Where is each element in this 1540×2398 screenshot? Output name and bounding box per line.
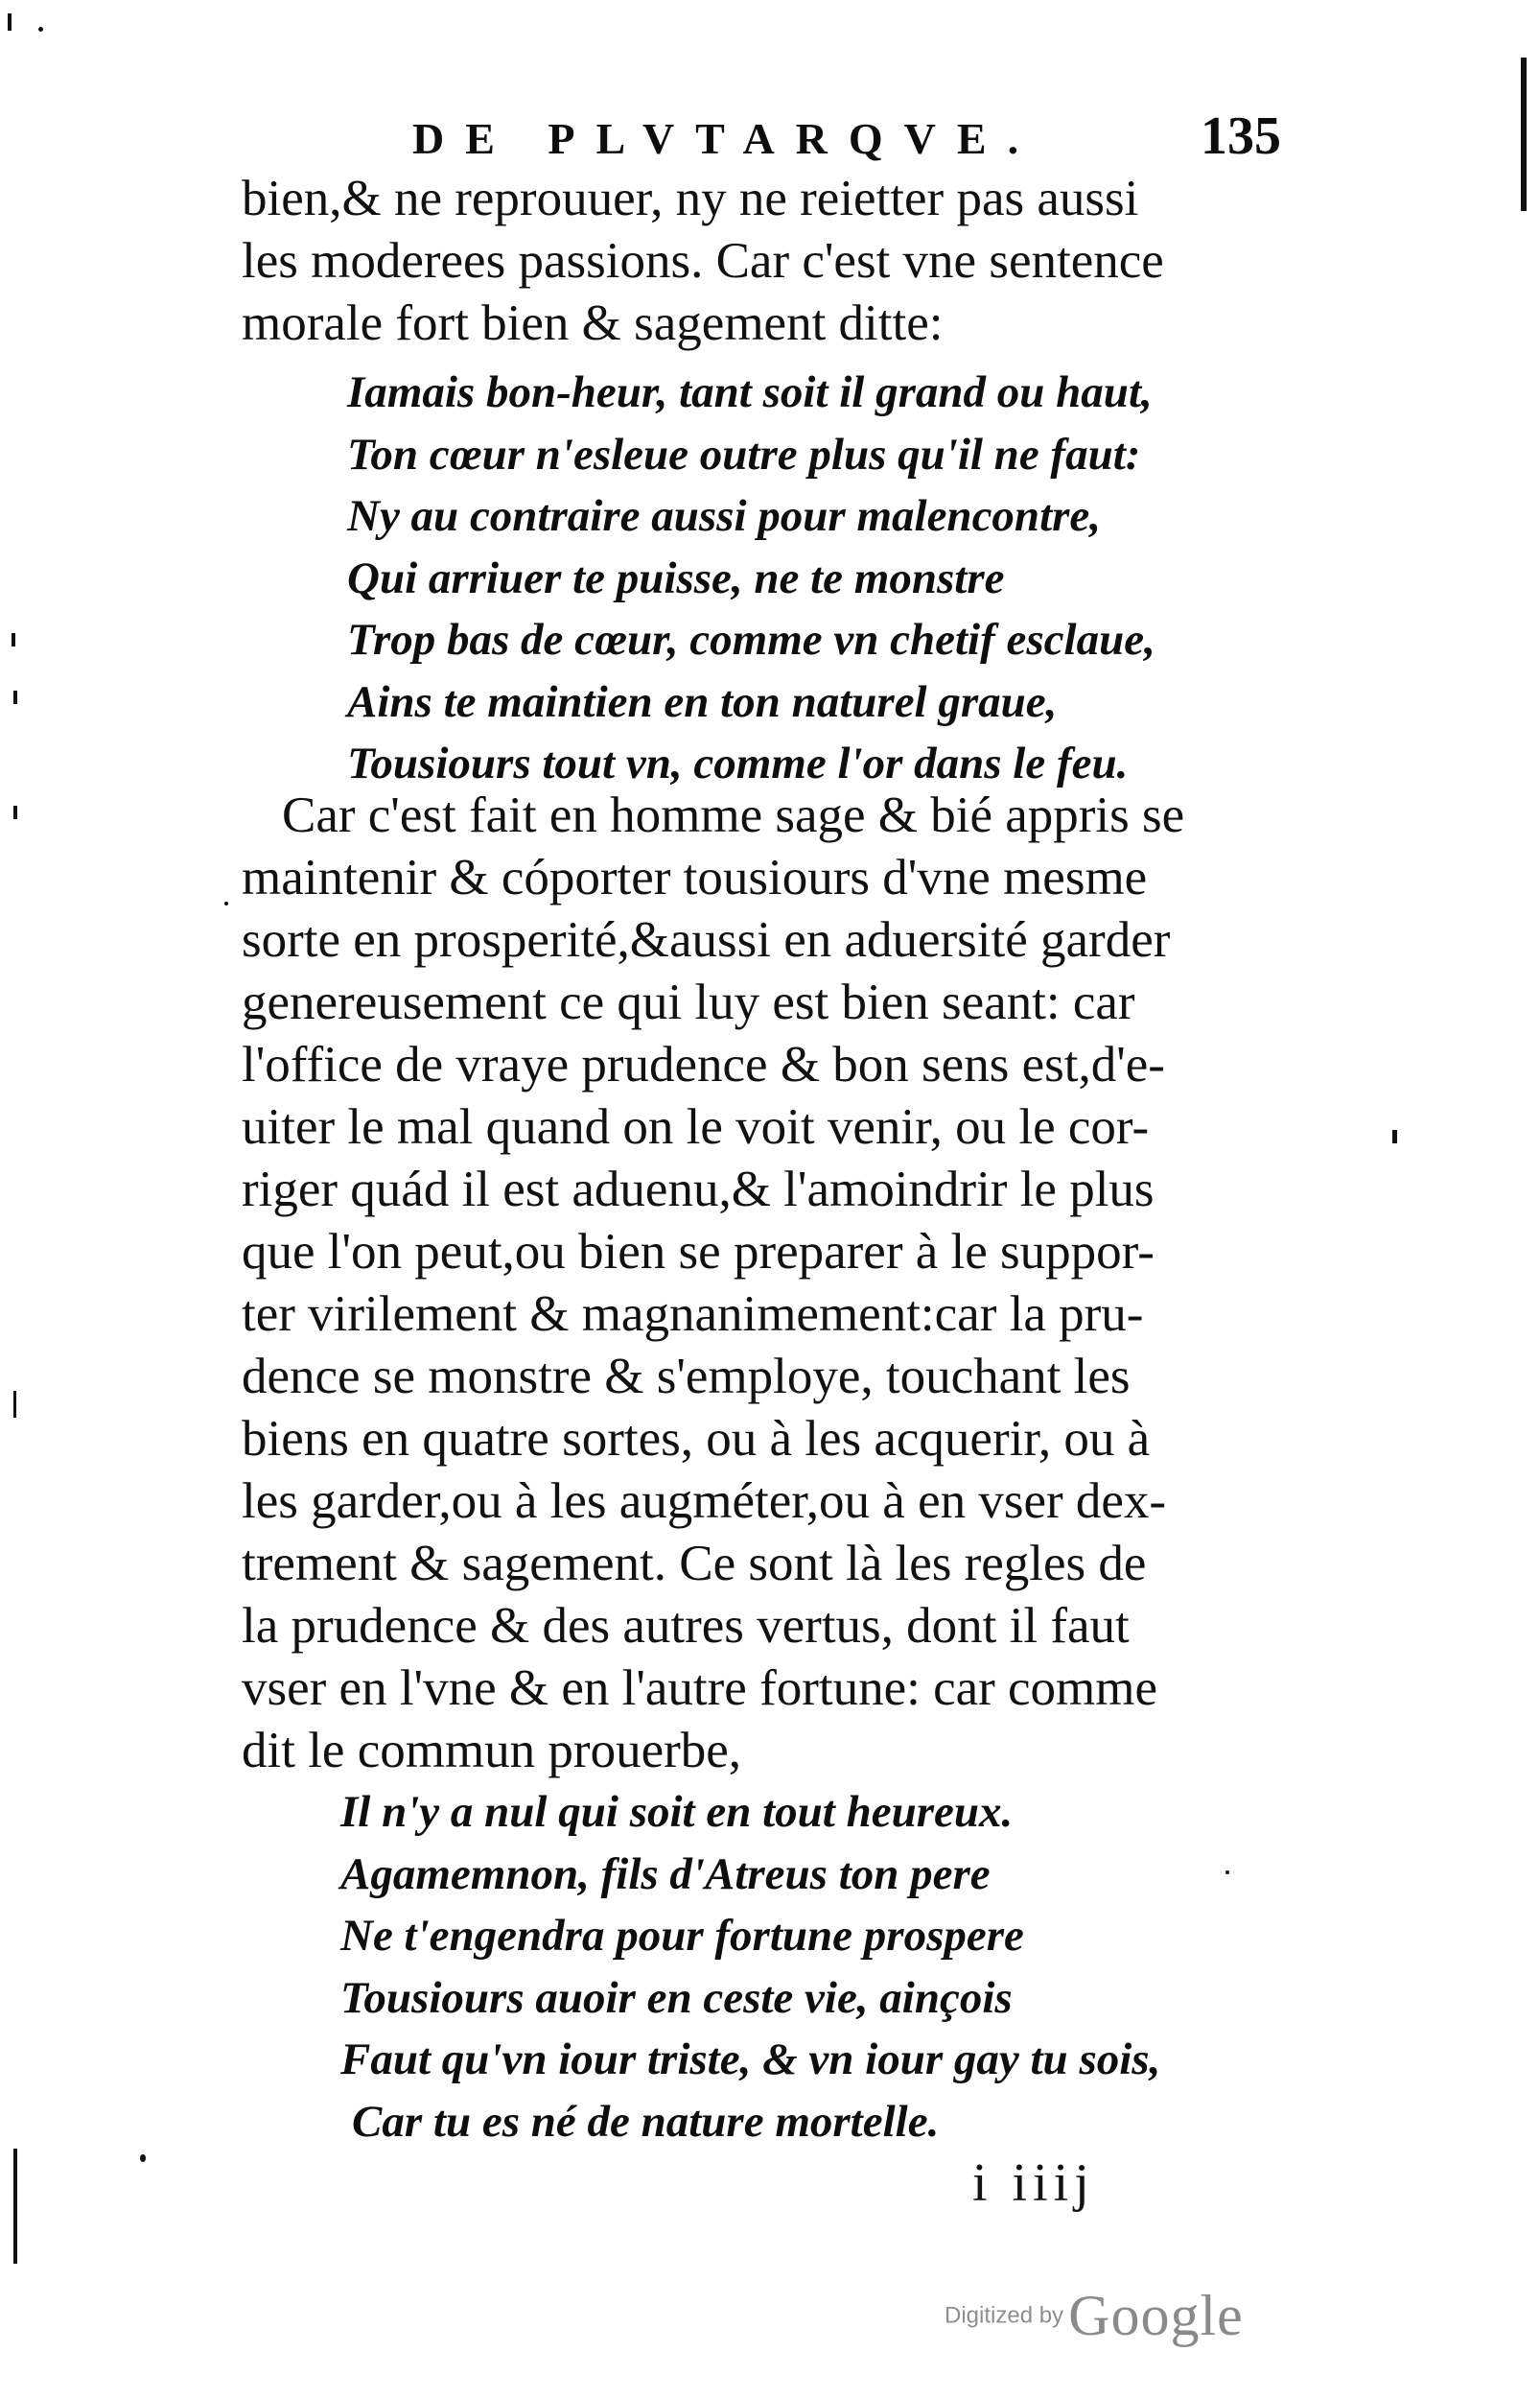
prose-line: les moderees passions. Car c'est vne sentence [242, 233, 1164, 289]
prose-line: bien,& ne reprouuer, ny ne reietter pas aussi [242, 171, 1139, 226]
scan-speck [1392, 1130, 1397, 1143]
prose-line: sorte en prosperité,&aussi en aduersité garder [242, 912, 1171, 968]
prose-line: riger quád il est aduenu,& l'amoindrir le plus [242, 1162, 1155, 1217]
prose-line: maintenir & cóporter tousiours d'vne mesme [242, 850, 1148, 905]
prose-line: genereusement ce qui luy est bien seant: car [242, 975, 1135, 1030]
verse-line: Ton cœur n'esleue outre plus qu'il ne faut: [347, 429, 1141, 480]
watermark-prefix: Digitized by [945, 2302, 1064, 2329]
scan-speck [38, 27, 43, 32]
verse-block-second [340, 1781, 1251, 2152]
prose-line: la prudence & des autres vertus, dont il faut [242, 1598, 1130, 1654]
running-head: DE PLVTARQVE. [412, 114, 1040, 163]
prose-main-paragraph [242, 785, 1268, 1782]
page-number: 135 [1201, 106, 1281, 166]
prose-line: l'office de vraye prudence & bon sens est,d'e- [242, 1037, 1165, 1093]
verse-line: Ne t'engendra pour fortune prospere [340, 1911, 1024, 1961]
prose-line: vser en l'vne & en l'autre fortune: car comme [242, 1660, 1158, 1716]
prose-line: trement & sagement. Ce sont là les regles de [242, 1536, 1147, 1591]
scan-speck [12, 633, 15, 647]
scan-speck [13, 1391, 16, 1418]
verse-line: Tousiours auoir en ceste vie, ainçois [340, 1972, 1013, 2023]
scan-speck [1521, 58, 1527, 211]
scan-speck [13, 2149, 17, 2264]
signature-mark: i iiij [972, 2153, 1095, 2213]
scan-speck [140, 2154, 146, 2162]
scan-speck [13, 691, 17, 704]
scan-speck [13, 806, 17, 819]
prose-line: Car c'est fait en homme sage & bié appris se [282, 788, 1185, 843]
verse-line: Car tu es né de nature mortelle. [352, 2096, 940, 2147]
verse-line: Tousiours tout vn, comme l'or dans le feu. [347, 739, 1129, 788]
verse-line: Faut qu'vn iour triste, & vn iour gay tu sois, [340, 2034, 1161, 2084]
verse-block-first [347, 362, 1258, 795]
prose-line: uiter le mal quand on le voit venir, ou le cor- [242, 1099, 1150, 1155]
verse-line: Trop bas de cœur, comme vn chetif esclaue, [347, 615, 1155, 665]
prose-line: les garder,ou à les augméter,ou à en vser dex- [242, 1473, 1167, 1529]
verse-line: Ny au contraire aussi pour malencontre, [347, 491, 1102, 541]
verse-line: Il n'y a nul qui soit en tout heureux. [340, 1787, 1014, 1837]
verse-line: Ains te maintien en ton naturel graue, [347, 676, 1058, 727]
verse-line: Qui arriuer te puisse, ne te monstre [347, 552, 1005, 603]
prose-line: morale fort bien & sagement ditte: [242, 295, 944, 351]
prose-opening [242, 168, 1268, 355]
watermark-brand: Google [1068, 2284, 1244, 2347]
scan-speck [8, 13, 12, 31]
scan-speck [224, 902, 228, 905]
prose-line: dit le commun prouerbe, [242, 1723, 742, 1778]
digitized-watermark [945, 2283, 1244, 2349]
verse-line: Agamemnon, fils d'Atreus ton pere [340, 1848, 991, 1899]
prose-line: que l'on peut,ou bien se preparer à le suppor- [242, 1224, 1155, 1280]
prose-line: dence se monstre & s'employe, touchant les [242, 1349, 1131, 1404]
verse-line: Iamais bon-heur, tant soit il grand ou haut, [347, 367, 1153, 417]
prose-line: biens en quatre sortes, ou à les acquerir, ou à [242, 1411, 1151, 1467]
prose-line: ter virilement & magnanimement:car la pru- [242, 1286, 1144, 1342]
